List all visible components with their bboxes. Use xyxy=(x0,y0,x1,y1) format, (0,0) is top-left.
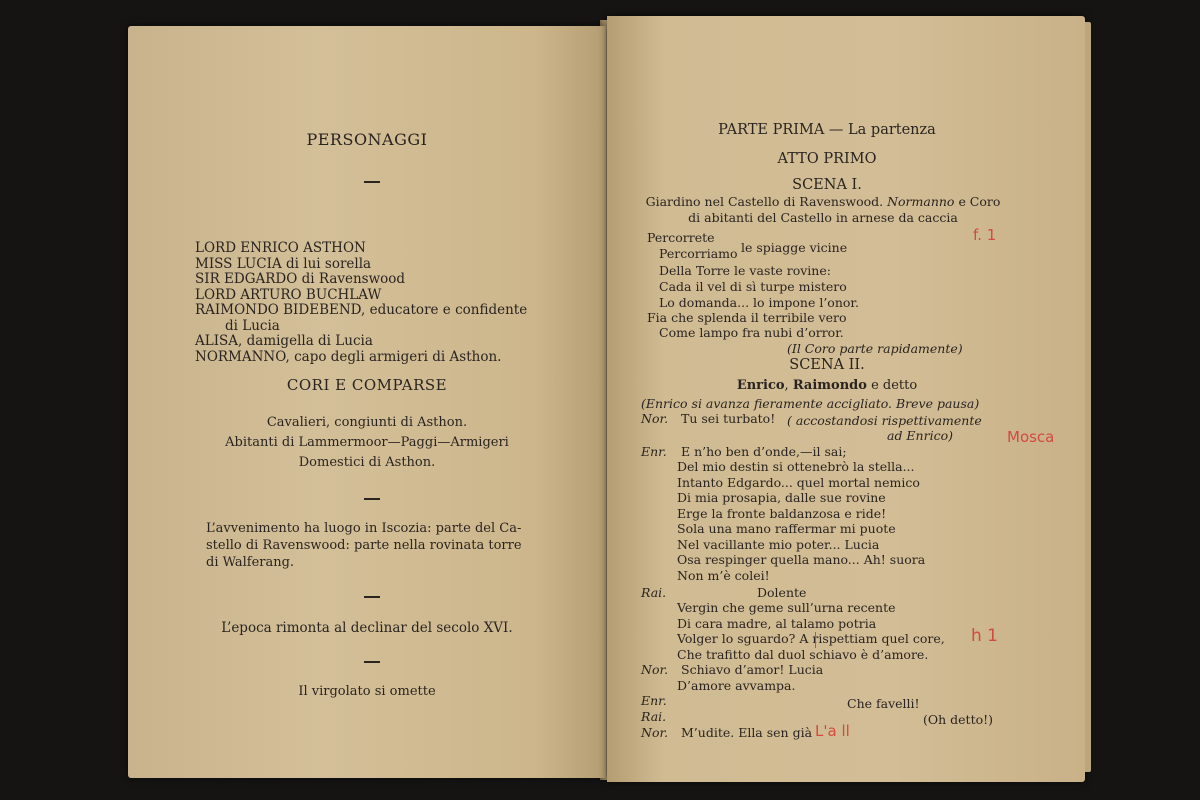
verse-line: Tu sei turbato! xyxy=(681,411,776,426)
character-item: SIR EDGARDO di Ravenswood xyxy=(195,271,406,287)
verse-line: Che favelli! xyxy=(847,696,920,711)
scene1-description xyxy=(607,194,1039,225)
character-item: di Lucia xyxy=(225,317,280,334)
footnote-text: Il virgolato si omette xyxy=(298,684,436,699)
scene1-desc: Giardino nel Castello di Ravenswood. xyxy=(645,194,884,209)
verse-line: Schiavo d’amor! Lucia xyxy=(681,662,824,677)
speaker-label: Nor. xyxy=(641,725,669,740)
stage-direction: ( accostandosi rispettivamente xyxy=(787,413,982,428)
part-title: PARTE PRIMA — La partenza xyxy=(718,122,936,138)
verse-line: Lo domanda... lo impone l’onor. xyxy=(659,295,859,310)
verse-line: Sola una mano raffermar mi puote xyxy=(677,521,896,536)
divider xyxy=(364,498,380,500)
speaker-label: Enr. xyxy=(641,693,667,708)
stage-direction: (Il Coro parte rapidamente) xyxy=(787,341,963,356)
verse-line: Vergin che geme sull’urna recente xyxy=(677,600,896,615)
setting-line: stello di Ravenswood: parte nella rovinata torre xyxy=(206,538,522,553)
character-item: NORMANNO, capo degli armigeri di Asthon. xyxy=(195,348,502,365)
verse-line: Di cara madre, al talamo potria xyxy=(677,616,877,631)
divider xyxy=(364,181,380,183)
epoch-text: L’epoca rimonta al declinar del secolo XVI. xyxy=(221,620,513,636)
verse-line: Di mia prosapia, dalle sue rovine xyxy=(677,490,886,505)
character-list xyxy=(195,241,527,365)
pencil-annotation: h 1 xyxy=(971,626,998,646)
divider xyxy=(364,596,380,598)
right-page xyxy=(607,16,1085,782)
pencil-mark xyxy=(815,632,816,648)
chorus-item: Domestici di Asthon. xyxy=(298,455,436,470)
character-item: LORD ENRICO ASTHON xyxy=(195,240,366,256)
left-page xyxy=(128,26,606,778)
choruses-list xyxy=(128,413,606,473)
verse-line: Dolente xyxy=(757,585,807,600)
personaggi-title: PERSONAGGI xyxy=(306,130,428,149)
setting-text xyxy=(206,520,522,571)
verse-line: Come lampo fra nubi d’orror. xyxy=(659,325,844,340)
setting-line: di Walferang. xyxy=(206,555,295,570)
verse-line: Fia che splenda il terribile vero xyxy=(647,310,847,325)
verse-line: Cada il vel di sì turpe mistero xyxy=(659,279,847,294)
character-item: LORD ARTURO BUCHLAW xyxy=(195,286,382,303)
verse-line: E n’ho ben d’onde,—il sai; xyxy=(681,444,847,459)
verse-line: (Oh detto!) xyxy=(923,712,994,727)
scene1-desc-normanno: Normanno xyxy=(887,194,955,209)
verse-line: Percorrete xyxy=(647,230,715,245)
pencil-annotation: L'a ll xyxy=(815,722,850,740)
act-title: ATTO PRIMO xyxy=(777,151,877,167)
verse-line: Del mio destin si ottenebrò la stella... xyxy=(677,459,915,474)
speaker-label: Rai. xyxy=(641,585,667,600)
speaker-label: Enr. xyxy=(641,444,667,459)
verse-line: Della Torre le vaste rovine: xyxy=(659,263,831,278)
verse-line: Nel vacillante mio poter... Lucia xyxy=(677,537,880,552)
verse-line: Che trafitto dal duol schiavo è d’amore. xyxy=(677,647,929,662)
verse-line: Erge la fronte baldanzosa e ride! xyxy=(677,506,887,521)
verse-line: Volger lo sguardo? A rispettiam quel core, xyxy=(677,631,945,646)
verse-line: D’amore avvampa. xyxy=(677,678,796,693)
choruses-title: CORI E COMPARSE xyxy=(286,376,448,394)
divider xyxy=(364,661,380,663)
pencil-annotation: f. 1 xyxy=(973,226,997,244)
verse-line: Osa respinger quella mano... Ah! suora xyxy=(677,552,926,567)
verse-line: Intanto Edgardo... quel mortal nemico xyxy=(677,475,920,490)
speaker-label: Rai. xyxy=(641,709,667,724)
chorus-item: Cavalieri, congiunti di Asthon. xyxy=(266,415,468,430)
scene2-title: SCENA II. xyxy=(789,357,865,373)
scene1-desc-line2: di abitanti del Castello in arnese da caccia xyxy=(688,209,958,225)
verse-line: Percorriamo xyxy=(659,246,738,261)
scene1-desc: e Coro xyxy=(958,194,1001,209)
speaker-label: Nor. xyxy=(641,411,669,426)
chorus-item: Abitanti di Lammermoor—Paggi—Armigeri xyxy=(225,435,509,450)
verse-line: Non m’è colei! xyxy=(677,568,770,583)
character-item: MISS LUCIA di lui sorella xyxy=(195,255,372,272)
speaker-label: Nor. xyxy=(641,662,669,677)
verse-line: le spiagge vicine xyxy=(741,240,848,255)
verse-line: M’udite. Ella sen già xyxy=(681,725,813,740)
character-item: RAIMONDO BIDEBEND, educatore e confidente xyxy=(195,302,528,318)
setting-line: L’avvenimento ha luogo in Iscozia: parte del Ca- xyxy=(206,521,522,536)
scene1-title: SCENA I. xyxy=(792,177,862,193)
character-item: ALISA, damigella di Lucia xyxy=(195,333,373,349)
pencil-annotation: Mosca xyxy=(1007,428,1055,446)
stage-direction: ad Enrico) xyxy=(887,428,953,443)
stage-direction: (Enrico si avanza fieramente accigliato. Breve pausa) xyxy=(641,396,980,411)
scene2-characters: Enrico, Raimondo e detto xyxy=(736,378,918,393)
